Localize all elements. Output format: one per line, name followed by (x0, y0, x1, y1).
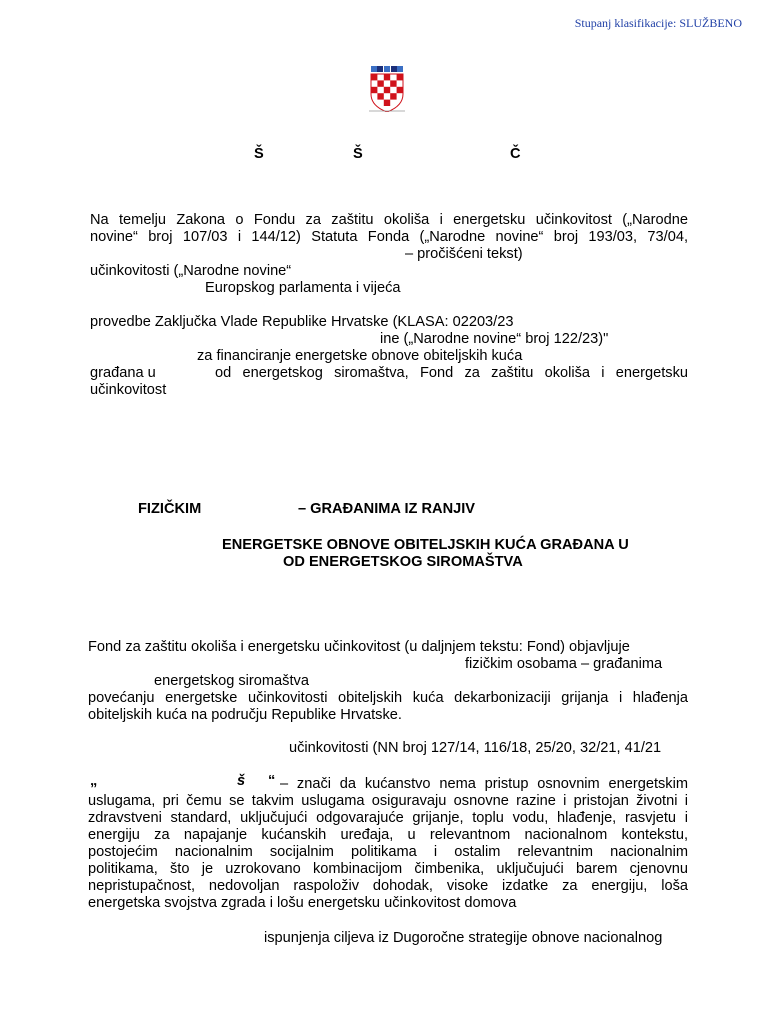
intro-line-6: provedbe Zaključka Vlade Republike Hrvatske (KLASA: 02203/23 (90, 314, 514, 330)
classification-label: Stupanj klasifikacije: SLUŽBENO (574, 16, 742, 30)
body-p1-line-2: fizičkim osobama – građanima (465, 656, 663, 672)
intro-line-7: ine („Narodne novine“ broj 122/23)" (380, 331, 609, 347)
title-fragment-2: Š (353, 146, 363, 162)
intro-line-10: učinkovitost (90, 382, 167, 398)
definition-close-quote: “ (268, 773, 276, 789)
intro-line-8: za financiranje energetske obnove obiteljskih kuća (197, 348, 523, 364)
body-p1-line-4: povećanju energetske učinkovitosti obiteljskih kuća dekarbonizaciji grijanja i hlađenja (88, 690, 688, 706)
heading-1-part-1: FIZIČKIM (138, 501, 202, 517)
body-p2-line-1: učinkovitosti (NN broj 127/14, 116/18, 25/20, 32/21, 41/21 (289, 740, 662, 756)
intro-line-4: učinkovitosti („Narodne novine“ (90, 263, 292, 279)
definition-line-8: energetska svojstva zgrada i lošu energetsku učinkovitost domova (88, 895, 517, 911)
body-p1-line-5: obiteljskih kuća na području Republike Hrvatske. (88, 707, 402, 723)
definition-line-6: politikama, što je uzrokovano kombinacijom čimbenika, uključujući barem cjenovnu (88, 861, 688, 877)
intro-line-9a: građana u (90, 365, 156, 381)
title-fragment-3: Č (510, 146, 521, 162)
definition-line-2: uslugama, pri čemu se takvim uslugama osiguravaju osnovne razine i pristojan životni i (88, 793, 688, 809)
intro-line-2: novine“ broj 107/03 i 144/12) Statuta Fonda („Narodne novine“ broj 193/03, 73/04, (90, 229, 688, 245)
heading-2-line-1: ENERGETSKE OBNOVE OBITELJSKIH KUĆA GRAĐANA U (222, 537, 629, 553)
definition-line-5: postojećim nacionalnim socijalnim politikama i ostalim relevantnim nacionalnim (88, 844, 688, 860)
intro-line-3: – pročišćeni tekst) (405, 246, 523, 262)
croatian-coat-of-arms-icon (367, 66, 407, 112)
heading-2-line-2: OD ENERGETSKOG SIROMAŠTVA (283, 554, 523, 570)
title-fragment-1: Š (254, 146, 264, 162)
intro-line-5: Europskog parlamenta i vijeća (205, 280, 401, 296)
definition-open-quote: „ (90, 773, 98, 789)
body-last-line: ispunjenja ciljeva iz Dugoročne strategije obnove nacionalnog (264, 930, 663, 946)
intro-line-1: Na temelju Zakona o Fondu za zaštitu okoliša i energetsku učinkovitost („Narodne (90, 212, 688, 228)
definition-line-3: zdravstveni standard, uključujući odgovarajuće grijanje, toplu vodu, hlađenje, rasvjetu i (88, 810, 688, 826)
body-p1-line-3: energetskog siromaštva (154, 673, 309, 689)
intro-line-9b: od energetskog siromaštva, Fond za zaštitu okoliša i energetsku (215, 365, 688, 381)
body-p1-line-1: Fond za zaštitu okoliša i energetsku učinkovitost (u daljnjem tekstu: Fond) objavljuje (88, 639, 630, 655)
heading-1-part-2: – GRAĐANIMA IZ RANJIV (298, 501, 476, 517)
definition-line-4: energiju za napajanje kućanskih uređaja, u relevantnom nacionalnom kontekstu, (88, 827, 688, 843)
definition-term: š (237, 773, 246, 789)
definition-line-1: – znači da kućanstvo nema pristup osnovnim energetskim (280, 776, 688, 792)
definition-line-7: nepristupačnost, nedovoljan raspoloživ dohodak, visoke izdatke za energiju, loša (88, 878, 688, 894)
